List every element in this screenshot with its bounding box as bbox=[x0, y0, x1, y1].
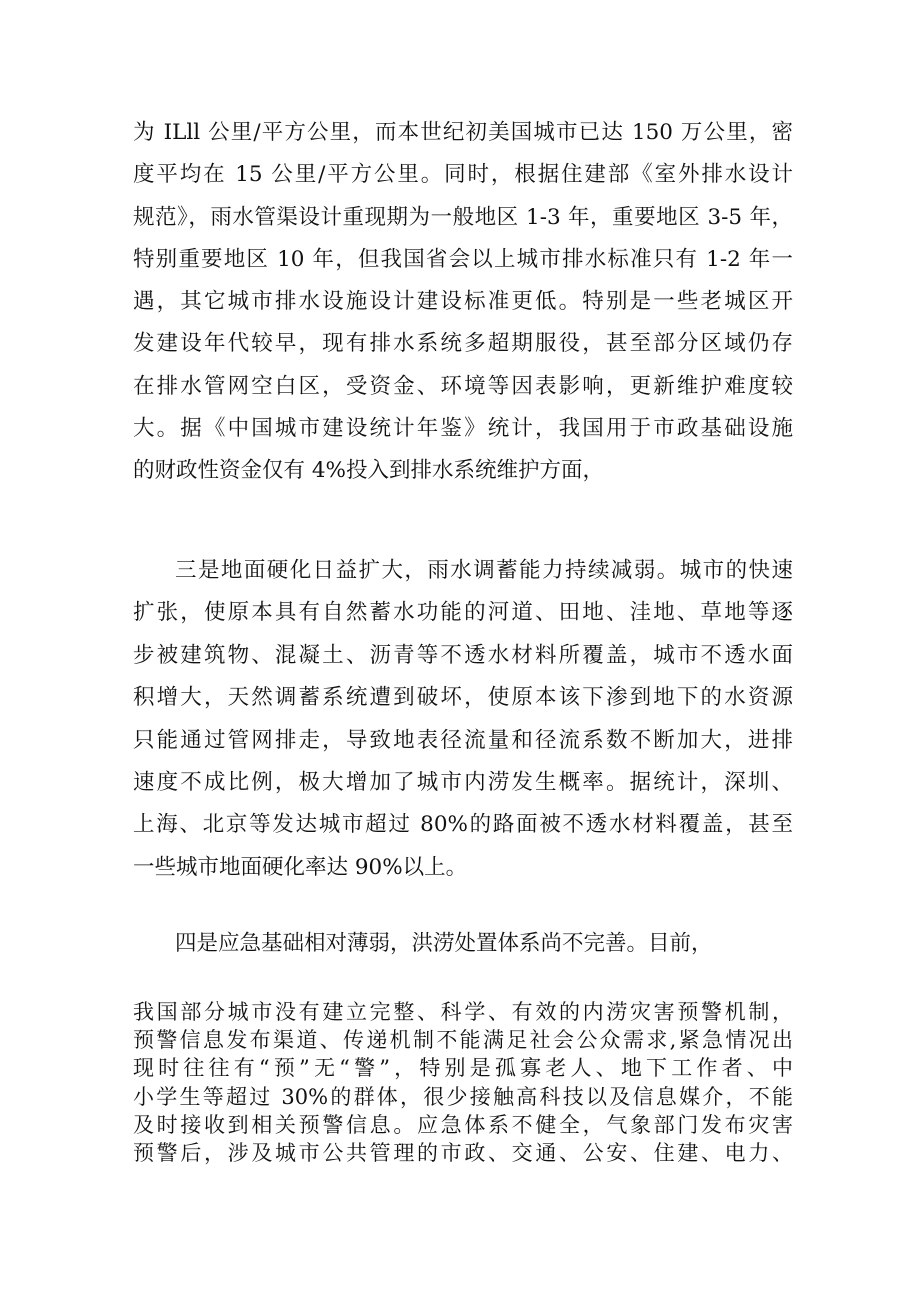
text-line: 三是地面硬化日益扩大，雨水调蓄能力持续减弱。城市的快速 bbox=[175, 558, 793, 583]
text-line: 特别重要地区 10 年，但我国省会以上城市排水标准只有 1-2 年一 bbox=[133, 246, 793, 272]
text-line: 扩张，使原本具有自然蓄水功能的河道、田地、洼地、草地等逐 bbox=[133, 600, 793, 626]
text-line: 遇，其它城市排水设施设计建设标准更低。特别是一些老城区开 bbox=[133, 289, 793, 315]
paragraph-ground-hardening bbox=[133, 550, 793, 889]
text-line: 预警信息发布渠道、传递机制不能满足社会公众需求,紧急情况出 bbox=[133, 1028, 793, 1053]
text-line: 四是应急基础相对薄弱，洪涝处置体系尚不完善。目前， bbox=[175, 931, 713, 956]
text-line: 规范》，雨水管渠设计重现期为一般地区 1-3 年，重要地区 3-5 年， bbox=[133, 204, 793, 230]
text-line: 上海、北京等发达城市超过 80%的路面被不透水材料覆盖，甚至 bbox=[133, 812, 793, 838]
paragraph-early-warning bbox=[133, 998, 793, 1167]
text-line: 预警后，涉及城市公共管理的市政、交通、公安、住建、电力、 bbox=[133, 1140, 793, 1165]
text-line: 的财政性资金仅有 4%投入到排水系统维护方面， bbox=[133, 458, 604, 484]
text-line: 步被建筑物、混凝土、沥青等不透水材料所覆盖，城市不透水面 bbox=[133, 642, 793, 668]
text-line: 为 ILll 公里/平方公里，而本世纪初美国城市已达 150 万公里，密 bbox=[133, 120, 793, 145]
text-line: 小学生等超过 30%的群体，很少接触高科技以及信息媒介，不能 bbox=[133, 1084, 793, 1109]
text-line: 现时往往有“预”无“警”，特别是孤寡老人、地下工作者、中 bbox=[133, 1056, 793, 1081]
text-line: 度平均在 15 公里/平方公里。同时，根据住建部《室外排水设计 bbox=[133, 162, 793, 188]
text-line: 速度不成比例，极大增加了城市内涝发生概率。据统计，深圳、 bbox=[133, 769, 793, 795]
text-line: 及时接收到相关预警信息。应急体系不健全，气象部门发布灾害 bbox=[133, 1112, 793, 1137]
text-line: 一些城市地面硬化率达 90%以上。 bbox=[133, 854, 468, 880]
text-line: 只能通过管网排走，导致地表径流量和径流系数不断加大，进排 bbox=[133, 727, 793, 753]
paragraph-emergency-heading bbox=[133, 923, 793, 965]
text-line: 我国部分城市没有建立完整、科学、有效的内涝灾害预警机制， bbox=[133, 1000, 793, 1024]
text-line: 积增大，天然调蓄系统遭到破坏，使原本该下渗到地下的水资源 bbox=[133, 685, 793, 711]
text-line: 发建设年代较早，现有排水系统多超期服役，甚至部分区域仍存 bbox=[133, 331, 793, 357]
paragraph-drainage-standards bbox=[133, 112, 793, 493]
text-line: 在排水管网空白区，受资金、环境等因表影响，更新维护难度较 bbox=[133, 373, 793, 399]
text-line: 大。据《中国城市建设统计年鉴》统计，我国用于市政基础设施 bbox=[133, 416, 793, 442]
